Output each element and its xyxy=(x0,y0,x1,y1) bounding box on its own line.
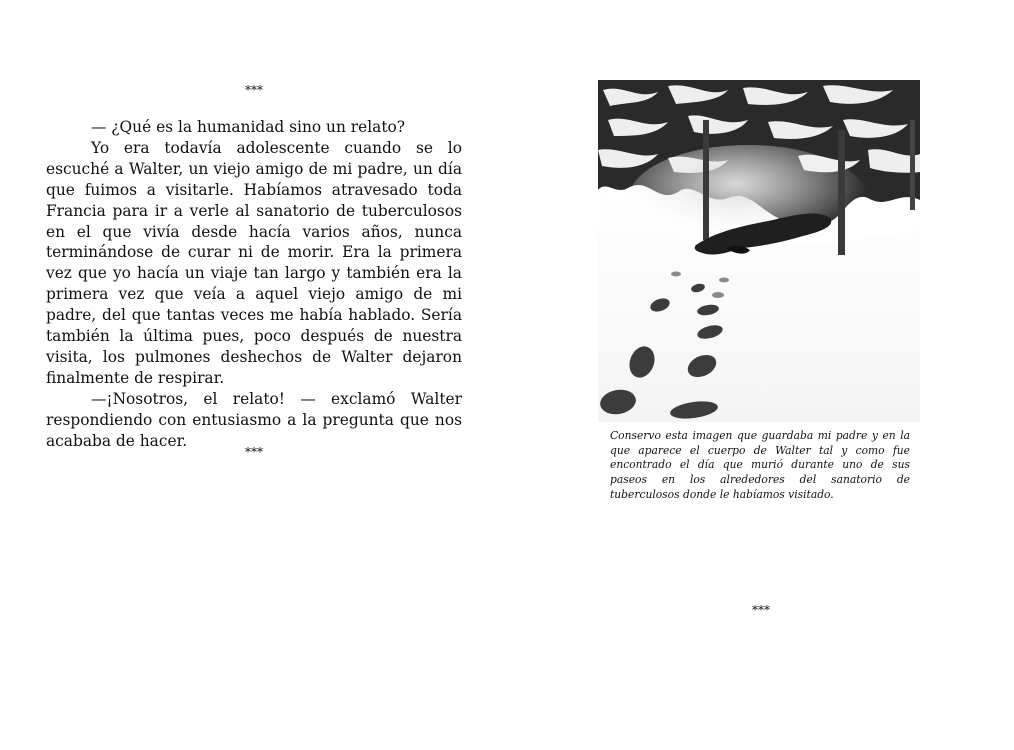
section-separator-top: *** xyxy=(245,83,263,97)
paragraph-narrative: Yo era todavía adolescente cuando se lo escuché a Walter, un viejo amigo de mi padre, un día que fuimos a visitarle. Habíamos atravesado toda Francia para ir a verle al sanatorio de tuberculosos en el que vivía desde hacía varios años, nunca terminándose de curar ni de morir. Era la primera vez que yo hacía un viaje tan largo y también era la primera vez que veía a aquel viejo amigo de mi padre, del que tantas veces me había hablado. Sería también la última pues, poco después de nuestra visita, los pulmones deshechos de Walter dejaron finalmente de respirar. xyxy=(46,138,462,387)
paragraph-answer: —¡Nosotros, el relato! — exclamó Walter respondiendo con entusiasmo a la pregunta que nos acababa de hacer. xyxy=(46,389,462,450)
paragraph-question: — ¿Qué es la humanidad sino un relato? xyxy=(91,118,406,136)
right-page xyxy=(507,0,1014,750)
section-separator-right: *** xyxy=(752,603,770,617)
section-separator-bottom: *** xyxy=(245,445,263,459)
photo-caption: Conservo esta imagen que guardaba mi padre y en la que aparece el cuerpo de Walter tal y como fue encontrado el día que murió durante uno de sus paseos en los alrededores del sanatorio de tuberculosos donde le habíamos visitado. xyxy=(610,429,910,501)
snow-forest-photo xyxy=(598,80,920,422)
story-text xyxy=(46,117,462,452)
